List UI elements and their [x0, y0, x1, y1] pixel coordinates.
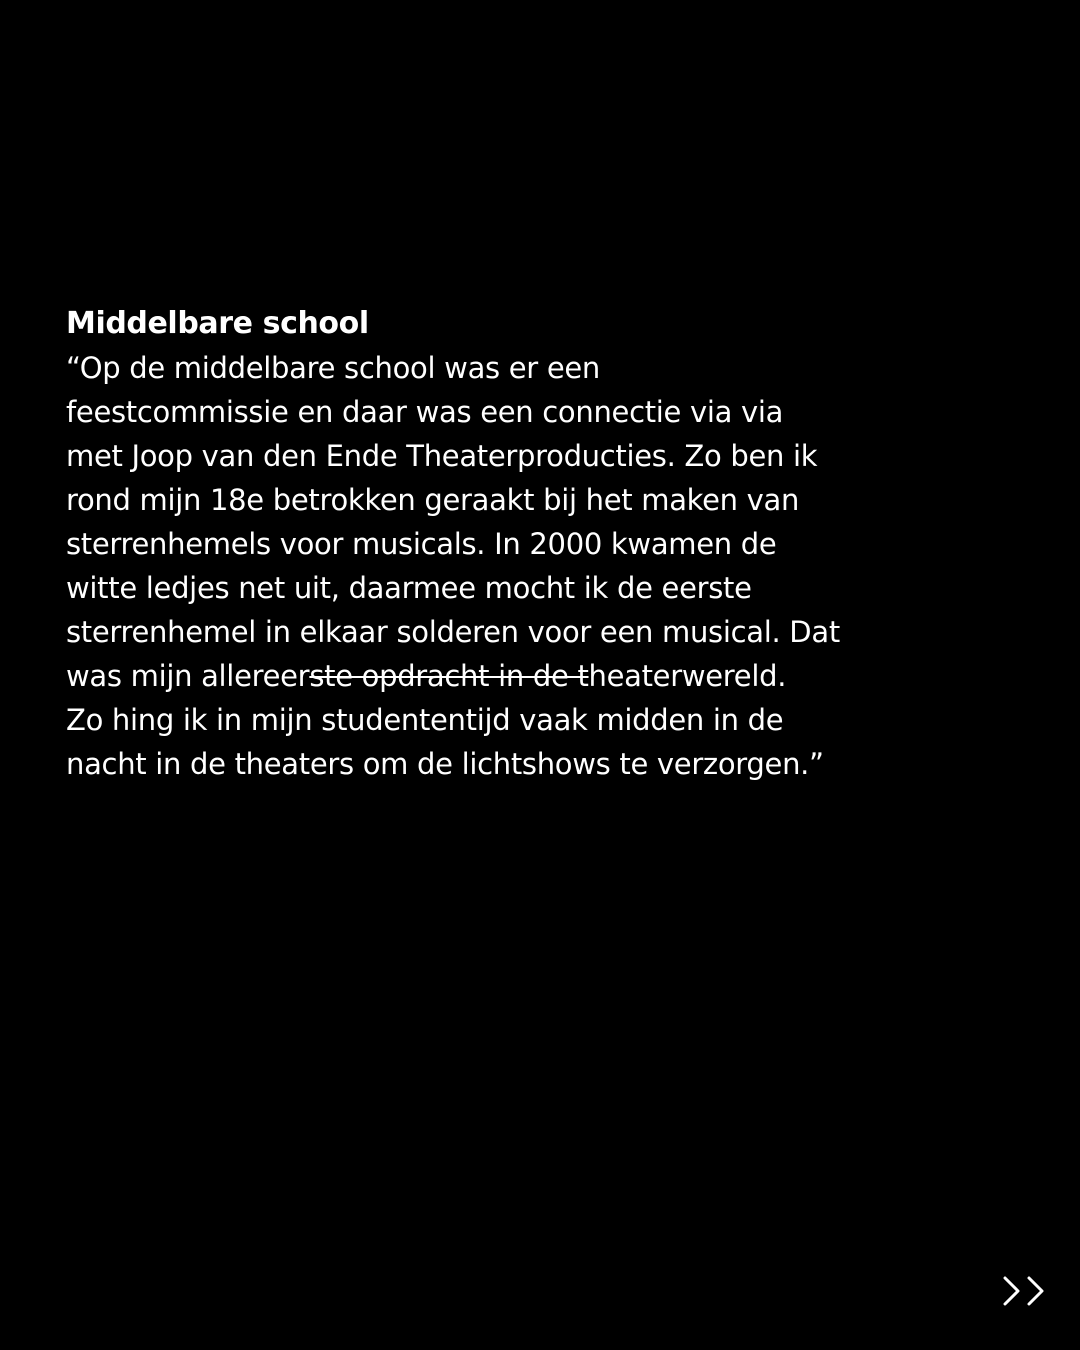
quote-line-10: nacht in de theaters om de lichtshows te verzorgen.” [66, 747, 824, 781]
quote-line-6: witte ledjes net uit, daarmee mocht ik de eerste [66, 571, 752, 605]
text-block [66, 302, 1041, 786]
quote-line-1: “Op de middelbare school was er een [66, 351, 601, 385]
quote-line-5: sterrenhemels voor musicals. In 2000 kwamen de [66, 527, 777, 561]
next-slide-button[interactable] [1000, 1274, 1050, 1308]
strikethrough-text: ste opdracht in de t [309, 659, 589, 693]
quote-line-2: feestcommissie en daar was een connectie via via [66, 395, 784, 429]
quote-line-8 [66, 654, 1041, 698]
quote-line-8-start: was mijn allereer [66, 659, 310, 693]
quote-line-4: rond mijn 18e betrokken geraakt bij het maken van [66, 483, 800, 517]
quote-line-3: met Joop van den Ende Theaterproducties. Zo ben ik [66, 439, 818, 473]
quote-paragraph [66, 346, 1041, 786]
double-chevron-right-icon [1001, 1275, 1049, 1307]
quote-line-9: Zo hing ik in mijn studententijd vaak midden in de [66, 703, 784, 737]
section-heading: Middelbare school [66, 306, 369, 341]
quote-line-7: sterrenhemel in elkaar solderen voor een musical. Dat [66, 615, 840, 649]
quote-line-8-end: heaterwereld. [588, 659, 787, 693]
